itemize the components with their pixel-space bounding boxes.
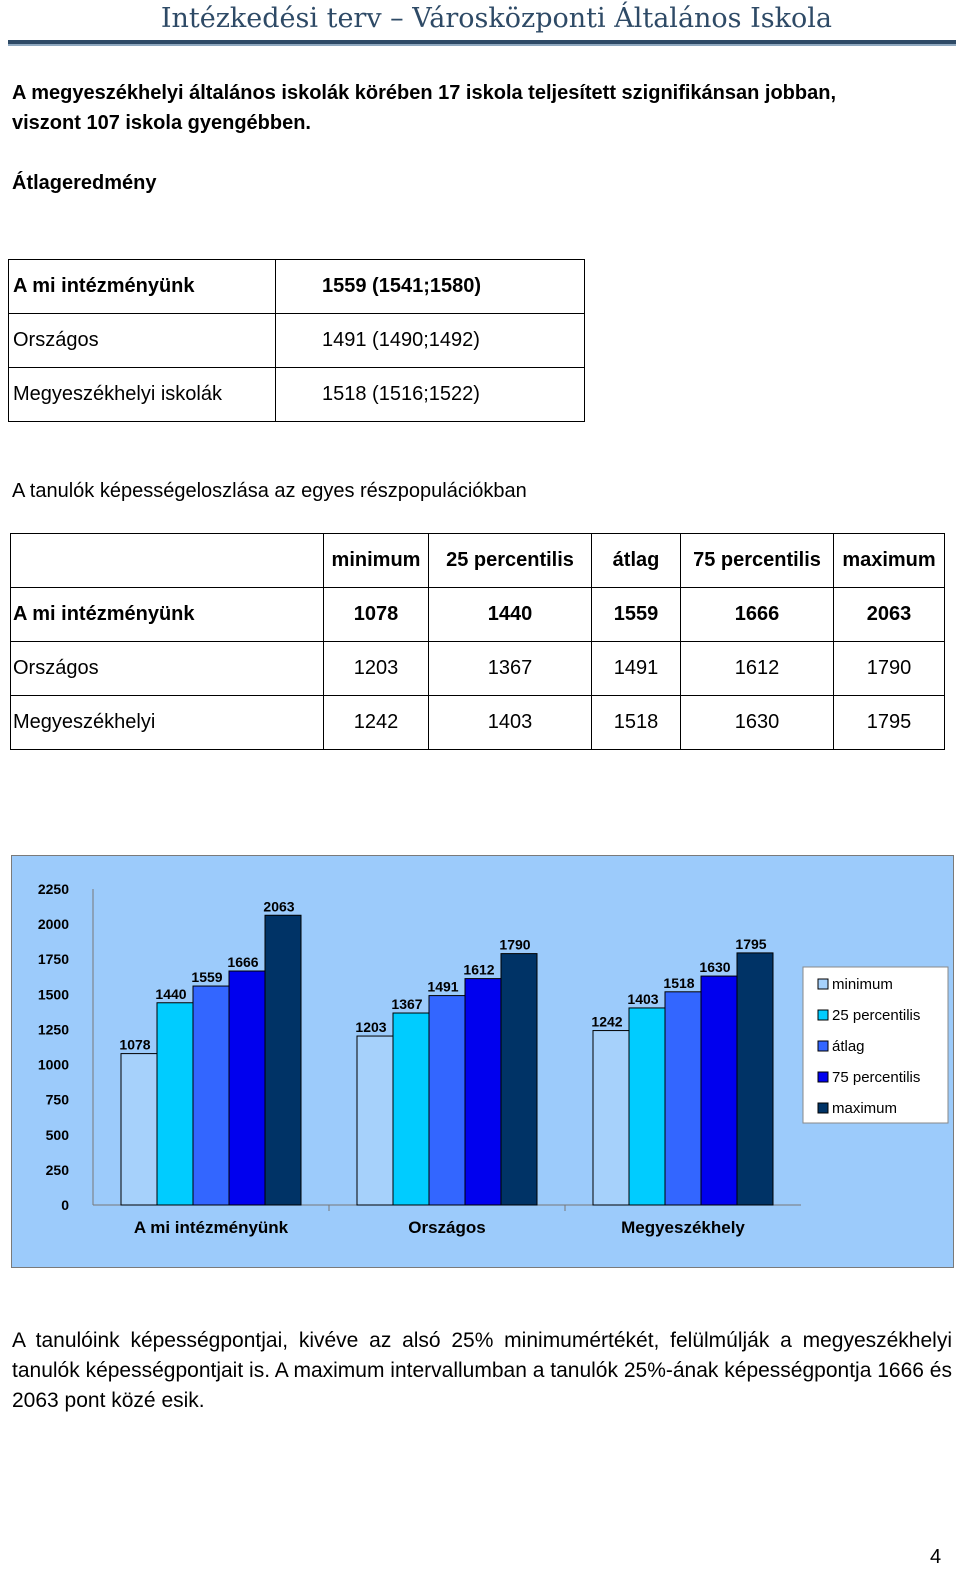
table-header-cell: 75 percentilis bbox=[681, 534, 834, 588]
bar-75-percentilis bbox=[701, 976, 737, 1205]
table-header-cell: maximum bbox=[834, 534, 945, 588]
table-cell-value: 1203 bbox=[324, 642, 429, 696]
table-row bbox=[11, 642, 945, 696]
table-cell-label: A mi intézményünk bbox=[9, 260, 276, 314]
table-row bbox=[9, 368, 585, 422]
average-section-title: Átlageredmény bbox=[12, 172, 157, 194]
bar-75-percentilis bbox=[229, 971, 265, 1205]
table-header-cell bbox=[11, 534, 324, 588]
legend-label: 25 percentilis bbox=[832, 1007, 921, 1024]
table-cell-value: 1666 bbox=[681, 588, 834, 642]
data-label: 1612 bbox=[463, 961, 495, 978]
bar-maximum bbox=[265, 915, 301, 1205]
table-header-cell: minimum bbox=[324, 534, 429, 588]
table-row bbox=[9, 260, 585, 314]
table-cell-label: Országos bbox=[9, 314, 276, 368]
y-tick-label: 500 bbox=[45, 1126, 69, 1143]
data-label: 1440 bbox=[155, 985, 187, 1002]
bar-maximum bbox=[501, 954, 537, 1205]
document-header-title: Intézkedési terv – Városközponti Általános Iskola bbox=[160, 3, 832, 34]
data-label: 1795 bbox=[735, 935, 767, 952]
y-tick-label: 1750 bbox=[37, 951, 69, 968]
distribution-table bbox=[10, 533, 945, 750]
data-label: 1078 bbox=[119, 1036, 151, 1053]
data-label: 1559 bbox=[191, 969, 223, 986]
table-cell-value: 1559 (1541;1580) bbox=[276, 260, 585, 314]
bar-átlag bbox=[429, 996, 465, 1205]
table-cell-value: 1403 bbox=[429, 696, 592, 750]
table-cell-value: 1491 bbox=[592, 642, 681, 696]
table-cell-label: Megyeszékhelyi iskolák bbox=[9, 368, 276, 422]
page-number: 4 bbox=[930, 1546, 942, 1568]
table-cell-label: A mi intézményünk bbox=[11, 588, 324, 642]
table-row bbox=[11, 588, 945, 642]
table-cell-value: 1491 (1490;1492) bbox=[276, 314, 585, 368]
y-tick-label: 750 bbox=[45, 1091, 69, 1108]
table-cell-value: 1630 bbox=[681, 696, 834, 750]
distribution-bar-chart bbox=[11, 855, 954, 1268]
y-tick-label: 2000 bbox=[37, 916, 69, 933]
header-divider bbox=[8, 40, 956, 46]
bar-minimum bbox=[357, 1036, 393, 1205]
closing-paragraph: A tanulóink képességpontjai, kivéve az alsó 25% minimumértékét, felülmúlják a megyeszékhelyi tanulók képességpontjait is. A maximum intervallumban a tanulók 25%-ának képességpontja 1666 és 2063 pont közé esik. bbox=[12, 1329, 952, 1412]
bar-minimum bbox=[121, 1054, 157, 1205]
table-cell-label: Országos bbox=[11, 642, 324, 696]
y-tick-label: 1250 bbox=[37, 1021, 69, 1038]
table-cell-value: 1518 (1516;1522) bbox=[276, 368, 585, 422]
data-label: 1630 bbox=[699, 959, 731, 976]
intro-line-2: viszont 107 iskola gyengébben. bbox=[12, 112, 311, 134]
table-cell-value: 1612 bbox=[681, 642, 834, 696]
data-label: 1242 bbox=[591, 1013, 623, 1030]
table-cell-value: 1440 bbox=[429, 588, 592, 642]
legend-swatch bbox=[818, 1010, 828, 1020]
table-header-row bbox=[11, 534, 945, 588]
data-label: 1367 bbox=[391, 996, 423, 1013]
data-label: 2063 bbox=[263, 898, 295, 915]
table-cell-label: Megyeszékhelyi bbox=[11, 696, 324, 750]
legend-swatch bbox=[818, 1103, 828, 1113]
table-cell-value: 1078 bbox=[324, 588, 429, 642]
x-category-label: A mi intézményünk bbox=[133, 1218, 289, 1237]
bar-25-percentilis bbox=[629, 1008, 665, 1205]
y-tick-label: 2250 bbox=[37, 881, 69, 897]
y-tick-label: 0 bbox=[61, 1197, 69, 1213]
y-tick-label: 1500 bbox=[37, 986, 69, 1003]
bar-átlag bbox=[193, 986, 229, 1205]
bar-25-percentilis bbox=[393, 1013, 429, 1205]
table-cell-value: 1367 bbox=[429, 642, 592, 696]
table-header-cell: átlag bbox=[592, 534, 681, 588]
legend-label: maximum bbox=[832, 1100, 898, 1117]
legend-label: minimum bbox=[832, 976, 893, 993]
bar-25-percentilis bbox=[157, 1003, 193, 1205]
legend-label: átlag bbox=[832, 1038, 865, 1055]
average-results-table bbox=[8, 259, 585, 422]
legend-swatch bbox=[818, 979, 828, 989]
intro-line-1: A megyeszékhelyi általános iskolák körében 17 iskola teljesített szignifikánsan jobban, bbox=[12, 82, 837, 104]
table-cell-value: 2063 bbox=[834, 588, 945, 642]
y-tick-label: 1000 bbox=[37, 1056, 69, 1073]
x-category-label: Országos bbox=[408, 1218, 486, 1237]
table-cell-value: 1790 bbox=[834, 642, 945, 696]
bar-átlag bbox=[665, 992, 701, 1205]
data-label: 1666 bbox=[227, 954, 259, 971]
table-header-cell: 25 percentilis bbox=[429, 534, 592, 588]
data-label: 1203 bbox=[355, 1019, 387, 1036]
legend-swatch bbox=[818, 1072, 828, 1082]
table-cell-value: 1795 bbox=[834, 696, 945, 750]
data-label: 1491 bbox=[427, 978, 459, 995]
bar-minimum bbox=[593, 1031, 629, 1205]
table-cell-value: 1518 bbox=[592, 696, 681, 750]
data-label: 1790 bbox=[499, 936, 531, 953]
data-label: 1518 bbox=[663, 974, 695, 991]
table-cell-value: 1242 bbox=[324, 696, 429, 750]
bar-maximum bbox=[737, 953, 773, 1205]
table-row bbox=[11, 696, 945, 750]
table-cell-value: 1559 bbox=[592, 588, 681, 642]
distribution-section-title: A tanulók képességeloszlása az egyes részpopulációkban bbox=[12, 480, 527, 502]
bar-75-percentilis bbox=[465, 979, 501, 1205]
table-row bbox=[9, 314, 585, 368]
x-category-label: Megyeszékhely bbox=[621, 1218, 745, 1237]
y-tick-label: 250 bbox=[45, 1161, 69, 1178]
legend-swatch bbox=[818, 1041, 828, 1051]
data-label: 1403 bbox=[627, 990, 659, 1007]
legend-label: 75 percentilis bbox=[832, 1069, 921, 1086]
